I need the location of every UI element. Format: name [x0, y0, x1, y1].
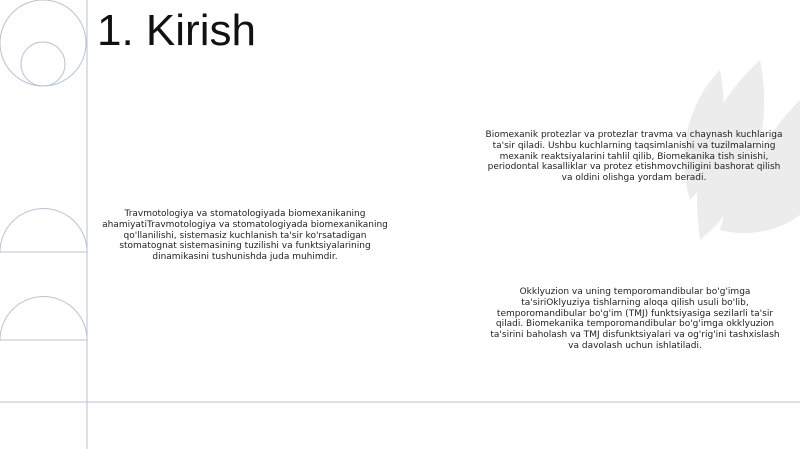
- paragraph-right-top: Biomexanik protezlar va protezlar travma va chaynash kuchlariga ta'sir qiladi. Ushbu kuchlarning taqsimlanishi va tuzilmalarning mexanik reaktsiyalarini tahlil qilib, Biomekanika tish sinishi, periodontal kasalliklar va protez etishmovchiligini bashorat qilish va oldini olishga yordam beradi.: [485, 130, 783, 184]
- paragraph-right-bottom: Okklyuzion va uning temporomandibular bo'g'imga ta'siriOklyuziya tishlarning aloqa qilish usuli bo'lib, temporomandibular bo'g'im (TMJ) funktsiyasiga sezilarli ta'sir qiladi. Biomekanika temporomandibular bo'g'imga okklyuzion ta'sirini baholash va TMJ disfunktsiyalari va og'rig'ini tashxislash va davolash uchun ishlatiladi.: [490, 287, 780, 351]
- paragraph-left: Travmotologiya va stomatologiyada biomexanikaning ahamiyatiTravmotologiya va stomatologiyada biomexanikaning qo'llanilishi, sistemasiz kuchlanish ta'sir ko'rsatadigan stomatognat sistemasining tuzilishi va funktsiyalarining dinamikasini tushunishda juda muhimdir.: [102, 209, 388, 263]
- slide-title: 1. Kirish: [97, 6, 256, 55]
